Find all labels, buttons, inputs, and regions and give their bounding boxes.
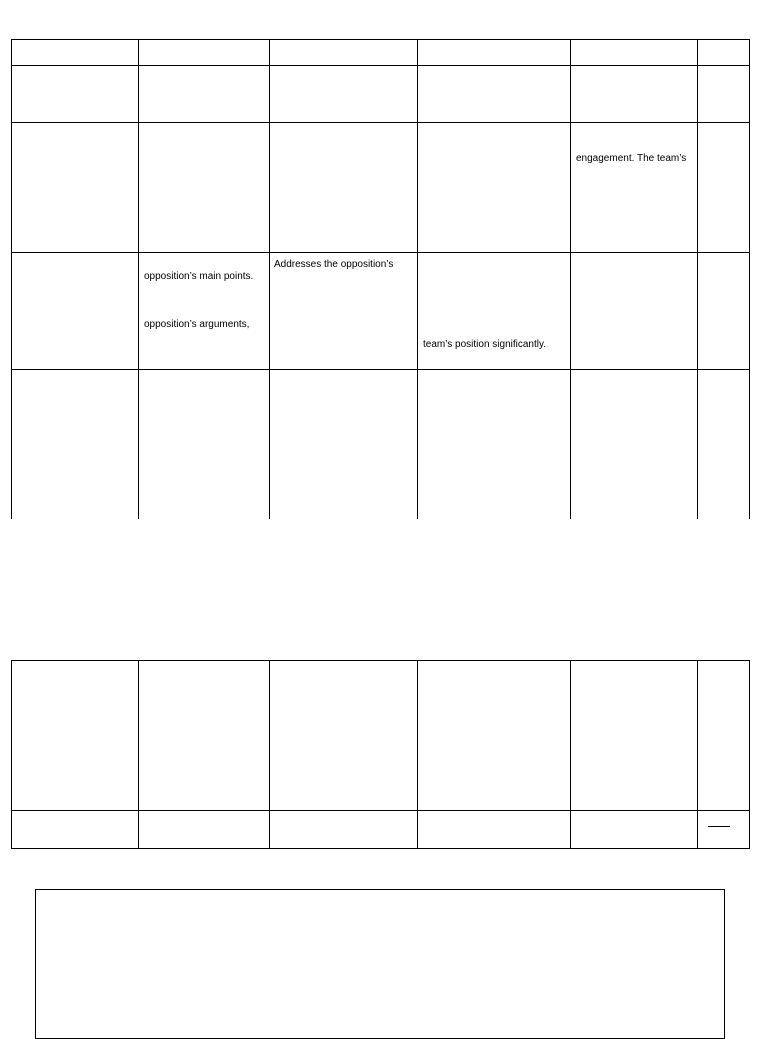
table-cell <box>698 40 750 66</box>
table-cell <box>12 253 139 370</box>
table-cell <box>139 811 270 849</box>
table-row <box>12 66 750 123</box>
table-cell <box>139 40 270 66</box>
table-cell <box>571 66 698 123</box>
cell-text: team’s position significantly. <box>423 339 547 350</box>
cell-text: opposition’s main points. <box>144 271 254 282</box>
table-cell <box>418 40 571 66</box>
table-cell <box>270 661 418 811</box>
table-cell <box>698 66 750 123</box>
table-cell <box>270 370 418 519</box>
table-cell <box>418 66 571 123</box>
comments-box <box>35 889 725 1039</box>
table-cell <box>571 123 698 253</box>
total-score-cell <box>698 811 750 849</box>
total-score-blank <box>708 826 730 827</box>
table-cell <box>571 370 698 519</box>
total-row <box>12 811 750 849</box>
table-cell <box>270 123 418 253</box>
table-cell <box>571 661 698 811</box>
table-row <box>12 370 750 519</box>
rubric-table-top <box>11 39 750 519</box>
cell-text: engagement. The team’s <box>576 153 687 164</box>
table-cell <box>139 253 270 370</box>
table-cell <box>698 123 750 253</box>
table-cell <box>270 253 418 370</box>
table-cell <box>12 370 139 519</box>
table-cell <box>418 253 571 370</box>
rubric-table-bottom <box>11 660 750 849</box>
table-row <box>12 661 750 811</box>
table-cell <box>571 253 698 370</box>
table-cell <box>698 253 750 370</box>
table-cell <box>139 370 270 519</box>
table-cell <box>418 123 571 253</box>
table-cell <box>139 123 270 253</box>
table-cell <box>12 66 139 123</box>
table-cell <box>571 40 698 66</box>
table-cell <box>12 811 139 849</box>
cell-text: Addresses the opposition’s <box>274 259 394 270</box>
table-cell <box>270 66 418 123</box>
table-cell <box>12 40 139 66</box>
table-cell <box>270 811 418 849</box>
table-cell <box>418 370 571 519</box>
table-cell <box>698 661 750 811</box>
table-row <box>12 123 750 253</box>
cell-text: opposition’s arguments, <box>144 319 250 330</box>
table-cell <box>139 66 270 123</box>
table-cell <box>418 661 571 811</box>
table-cell <box>139 661 270 811</box>
table-cell <box>12 661 139 811</box>
table-cell <box>270 40 418 66</box>
table-cell <box>571 811 698 849</box>
table-row <box>12 253 750 370</box>
header-row <box>12 40 750 66</box>
table-cell <box>698 370 750 519</box>
table-cell <box>418 811 571 849</box>
table-cell <box>12 123 139 253</box>
